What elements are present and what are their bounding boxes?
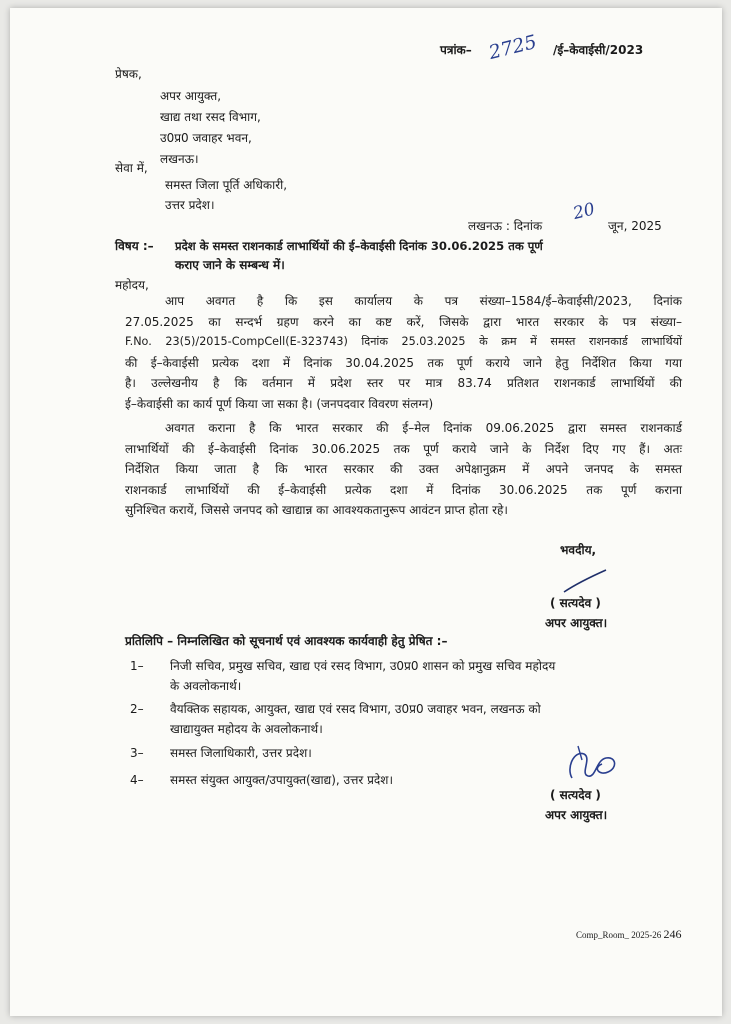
subject-label: विषय :– — [115, 239, 154, 253]
paragraph-line: लाभार्थियों की ई–केवाईसी दिनांक 30.06.2025 तक पूर्ण कराये जाने के निर्देश दिए गए हैं। अतः — [125, 441, 682, 456]
paragraph-line: आप अवगत है कि इस कार्यालय के पत्र संख्या–1584/ई–केवाईसी/2023, दिनांक — [165, 294, 682, 308]
paragraph-line: है। उल्लेखनीय है कि वर्तमान में प्रदेश स्तर पर मात्र 83.74 प्रतिशत राशनकार्ड लाभार्थियों की — [125, 376, 682, 390]
letter-page — [10, 8, 722, 1016]
subject-line: कराए जाने के सम्बन्ध में। — [175, 258, 285, 272]
body-paragraph-1 — [125, 291, 682, 414]
sender-label: प्रेषक, — [115, 67, 142, 81]
footer-filename: Comp_Room_ 2025-26 — [576, 930, 662, 940]
copy-heading: प्रतिलिपि – निम्नलिखित को सूचनार्थ एवं आवश्यक कार्यवाही हेतु प्रेषित :– — [125, 634, 448, 648]
body-paragraph-2 — [125, 418, 682, 521]
copy-item-line: समस्त संयुक्त आयुक्त/उपायुक्त(खाद्य), उत्तर प्रदेश। — [170, 773, 394, 787]
footer-page-info — [576, 927, 682, 942]
sender-line: उ0प्र0 जवाहर भवन, — [160, 131, 252, 145]
date-suffix: जून, 2025 — [608, 219, 662, 233]
paragraph-line: 27.05.2025 का सन्दर्भ ग्रहण करने का कष्ट करें, जिसके द्वारा भारत सरकार के पत्र संख्या– — [125, 314, 682, 329]
signature-stroke — [562, 568, 608, 594]
paragraph-line: राशनकार्ड लाभार्थियों की ई–केवाईसी प्रत्येक दशा में दिनांक 30.06.2025 तक पूर्ण कराना — [125, 482, 682, 497]
copy-item-line: समस्त जिलाधिकारी, उत्तर प्रदेश। — [170, 746, 312, 760]
copy-item-line: निजी सचिव, प्रमुख सचिव, खाद्य एवं रसद विभाग, उ0प्र0 शासन को प्रमुख सचिव महोदय — [170, 659, 556, 673]
copy-item-line: के अवलोकनार्थ। — [170, 679, 242, 693]
copy-item-line: खाद्यायुक्त महोदय के अवलोकनार्थ। — [170, 722, 323, 736]
subject-line: प्रदेश के समस्त राशनकार्ड लाभार्थियों की ई–केवाईसी दिनांक 30.06.2025 तक पूर्ण — [175, 239, 543, 253]
recipient-label: सेवा में, — [115, 161, 148, 175]
paragraph-line: की ई–केवाईसी प्रत्येक दशा में दिनांक 30.04.2025 तक पूर्ण कराये जाने हेतु निर्देशित किया गया — [125, 355, 682, 370]
ref-label: पत्रांक– — [440, 43, 472, 57]
sender-line: लखनऊ। — [160, 152, 199, 166]
copy-item-number: 2– — [130, 702, 144, 716]
paragraph-line: निर्देशित किया जाता है कि भारत सरकार की उक्त अपेक्षानुक्रम में अपने जनपद के समस्त — [125, 462, 682, 476]
paragraph-line: F.No. 23(5)/2015-CompCell(E-323743) दिनांक 25.03.2025 के क्रम में समस्त राशनकार्ड लाभार्थियों — [125, 335, 682, 348]
signatory-name: ( सत्यदेव ) — [550, 788, 601, 802]
signatory-designation: अपर आयुक्त। — [545, 616, 608, 630]
copy-item-line: वैयक्तिक सहायक, आयुक्त, खाद्य एवं रसद विभाग, उ0प्र0 जवाहर भवन, लखनऊ को — [170, 702, 541, 716]
copy-item-number: 4– — [130, 773, 144, 787]
copy-item-number: 3– — [130, 746, 144, 760]
date-handwritten-day: 20 — [571, 199, 597, 224]
signatory-designation: अपर आयुक्त। — [545, 808, 608, 822]
sender-line: अपर आयुक्त, — [160, 89, 222, 103]
sender-line: खाद्य तथा रसद विभाग, — [160, 110, 261, 124]
page-number: 246 — [663, 927, 682, 941]
ref-handwritten-number: 2725 — [486, 30, 539, 65]
closing: भवदीय, — [560, 543, 597, 557]
recipient-line: समस्त जिला पूर्ति अधिकारी, — [165, 178, 288, 192]
paragraph-line: अवगत कराना है कि भारत सरकार की ई–मेल दिनांक 09.06.2025 द्वारा समस्त राशनकार्ड — [165, 421, 682, 435]
paragraph-line: सुनिश्चित करायें, जिससे जनपद को खाद्यान्न का आवश्यकतानुरूप आवंटन प्राप्त होता रहे। — [125, 503, 508, 517]
signatory-name: ( सत्यदेव ) — [550, 596, 601, 610]
paragraph-line: ई–केवाईसी का कार्य पूर्ण किया जा सका है। (जनपदवार विवरण संलग्न) — [125, 396, 434, 411]
date-prefix: लखनऊ : दिनांक — [468, 219, 543, 233]
salutation: महोदय, — [115, 278, 149, 292]
recipient-line: उत्तर प्रदेश। — [165, 198, 215, 212]
ref-suffix: /ई–केवाईसी/2023 — [553, 43, 644, 57]
copy-item-number: 1– — [130, 659, 144, 673]
signature-scribble — [562, 738, 622, 788]
